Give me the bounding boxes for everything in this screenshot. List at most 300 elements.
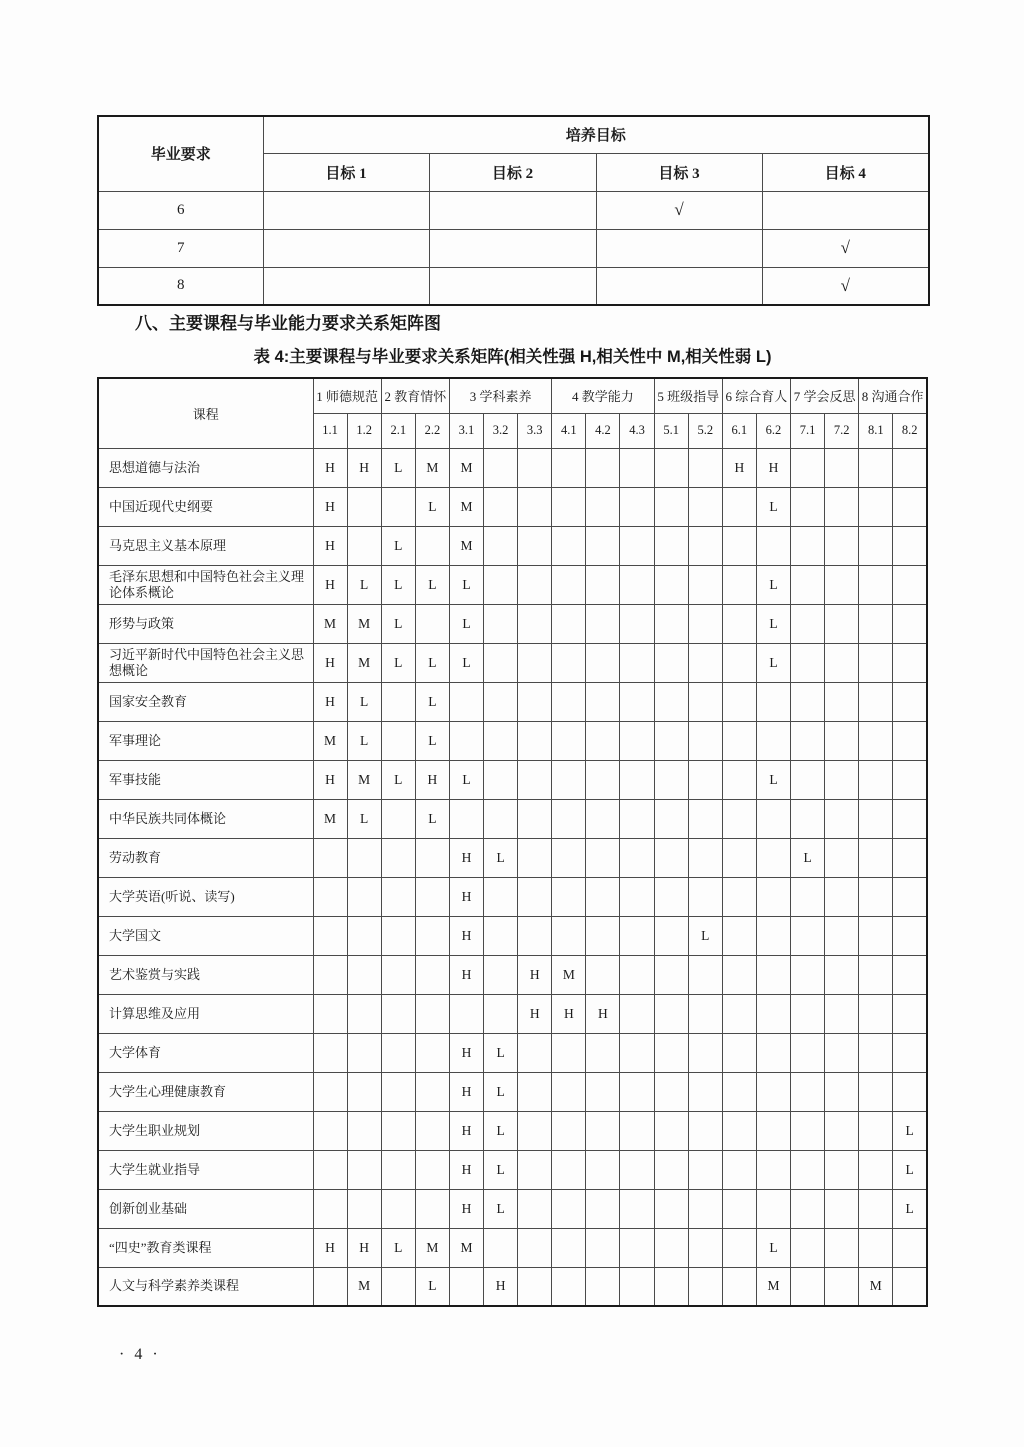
empty-cell [484,760,518,799]
empty-cell [263,229,429,267]
empty-cell [620,1111,654,1150]
empty-cell [552,448,586,487]
empty-cell [791,1267,825,1306]
correlation-cell: L [415,565,449,604]
matrix-course-row [98,448,927,487]
empty-cell [825,760,859,799]
empty-cell [791,799,825,838]
empty-cell [586,1228,620,1267]
empty-cell [518,604,552,643]
empty-cell [518,487,552,526]
empty-cell [722,838,756,877]
correlation-cell: L [484,1189,518,1228]
empty-cell [313,1072,347,1111]
empty-cell [859,604,893,643]
empty-cell [893,916,927,955]
check-mark-cell: √ [596,191,762,229]
objectives-group-header: 培养目标 [263,116,929,153]
empty-cell [762,191,929,229]
correlation-cell: L [347,799,381,838]
empty-cell [415,1072,449,1111]
empty-cell [313,877,347,916]
matrix-group-header-row [98,378,927,413]
matrix-course-row [98,1228,927,1267]
empty-cell [893,487,927,526]
empty-cell [654,643,688,682]
correlation-cell: L [756,1228,790,1267]
empty-cell [722,1228,756,1267]
empty-cell [381,1072,415,1111]
empty-cell [552,1072,586,1111]
empty-cell [586,916,620,955]
correlation-cell: L [381,448,415,487]
matrix-course-row [98,604,927,643]
empty-cell [688,1228,722,1267]
empty-cell [654,1111,688,1150]
objective-column-header: 目标 4 [762,153,929,191]
empty-cell [893,526,927,565]
empty-cell [654,487,688,526]
course-name: 人文与科学素养类课程 [98,1267,313,1306]
empty-cell [586,565,620,604]
correlation-cell: L [347,682,381,721]
correlation-cell: L [381,760,415,799]
empty-cell [654,448,688,487]
empty-cell [791,721,825,760]
empty-cell [893,838,927,877]
empty-cell [620,955,654,994]
empty-cell [654,682,688,721]
empty-cell [859,1111,893,1150]
empty-cell [484,682,518,721]
empty-cell [518,1111,552,1150]
empty-cell [381,1033,415,1072]
empty-cell [756,1150,790,1189]
empty-cell [654,799,688,838]
correlation-cell: H [449,877,483,916]
empty-cell [825,604,859,643]
correlation-cell: H [313,448,347,487]
empty-cell [825,838,859,877]
empty-cell [825,1267,859,1306]
empty-cell [313,1189,347,1228]
empty-cell [825,1228,859,1267]
empty-cell [654,565,688,604]
empty-cell [825,721,859,760]
empty-cell [791,1189,825,1228]
matrix-subcolumn-header: 1.1 [313,413,347,448]
course-name: 马克思主义基本原理 [98,526,313,565]
empty-cell [552,487,586,526]
objectives-corner-label: 毕业要求 [98,116,263,191]
correlation-cell: L [893,1111,927,1150]
empty-cell [596,229,762,267]
empty-cell [586,838,620,877]
correlation-cell: M [313,604,347,643]
empty-cell [756,994,790,1033]
matrix-course-row [98,487,927,526]
empty-cell [825,1189,859,1228]
empty-cell [381,877,415,916]
empty-cell [620,1072,654,1111]
empty-cell [552,643,586,682]
empty-cell [552,760,586,799]
correlation-cell: L [415,1267,449,1306]
empty-cell [586,448,620,487]
matrix-subcolumn-header: 7.1 [791,413,825,448]
course-name: 毛泽东思想和中国特色社会主义理论体系概论 [98,565,313,604]
objectives-header-row-1 [98,116,929,153]
empty-cell [825,1111,859,1150]
empty-cell [381,799,415,838]
empty-cell [415,1033,449,1072]
correlation-cell: L [756,643,790,682]
empty-cell [688,682,722,721]
empty-cell [552,604,586,643]
matrix-subcolumn-header: 8.2 [893,413,927,448]
empty-cell [825,916,859,955]
empty-cell [263,191,429,229]
course-name: “四史”教育类课程 [98,1228,313,1267]
empty-cell [381,838,415,877]
empty-cell [381,994,415,1033]
empty-cell [791,604,825,643]
empty-cell [484,877,518,916]
empty-cell [722,1072,756,1111]
empty-cell [620,526,654,565]
empty-cell [484,604,518,643]
empty-cell [893,877,927,916]
empty-cell [381,1150,415,1189]
correlation-cell: L [791,838,825,877]
correlation-cell: H [313,1228,347,1267]
empty-cell [859,565,893,604]
empty-cell [484,994,518,1033]
correlation-cell: L [893,1189,927,1228]
empty-cell [518,526,552,565]
empty-cell [552,682,586,721]
correlation-cell: H [313,565,347,604]
empty-cell [586,1150,620,1189]
correlation-cell: H [313,526,347,565]
empty-cell [313,1150,347,1189]
empty-cell [756,526,790,565]
empty-cell [893,1228,927,1267]
matrix-subcolumn-header: 3.2 [484,413,518,448]
empty-cell [688,838,722,877]
empty-cell [552,565,586,604]
course-name: 创新创业基础 [98,1189,313,1228]
empty-cell [347,955,381,994]
matrix-subcolumn-header: 3.1 [449,413,483,448]
matrix-subcolumn-header: 5.1 [654,413,688,448]
correlation-cell: H [347,1228,381,1267]
matrix-subcolumn-header: 2.2 [415,413,449,448]
empty-cell [722,487,756,526]
correlation-cell: H [722,448,756,487]
empty-cell [859,721,893,760]
empty-cell [722,526,756,565]
check-mark-cell: √ [762,267,929,305]
empty-cell [791,877,825,916]
empty-cell [791,760,825,799]
course-name: 中国近现代史纲要 [98,487,313,526]
matrix-subcolumn-header: 8.1 [859,413,893,448]
page-number: · 4 · [119,1346,161,1363]
empty-cell [518,721,552,760]
matrix-group-header: 2 教育情怀 [381,378,449,413]
empty-cell [859,682,893,721]
empty-cell [347,1111,381,1150]
empty-cell [518,916,552,955]
correlation-cell: H [449,838,483,877]
empty-cell [552,1267,586,1306]
empty-cell [347,1072,381,1111]
empty-cell [756,682,790,721]
correlation-cell: L [484,1033,518,1072]
correlation-cell: H [313,643,347,682]
empty-cell [688,448,722,487]
empty-cell [756,916,790,955]
empty-cell [620,916,654,955]
empty-cell [586,877,620,916]
empty-cell [893,565,927,604]
correlation-cell: L [484,1072,518,1111]
empty-cell [722,799,756,838]
empty-cell [722,1150,756,1189]
correlation-cell: M [347,604,381,643]
empty-cell [415,1150,449,1189]
matrix-group-header: 8 沟通合作 [859,378,927,413]
empty-cell [722,877,756,916]
empty-cell [347,1150,381,1189]
empty-cell [484,799,518,838]
empty-cell [586,760,620,799]
empty-cell [415,955,449,994]
objectives-data-row [98,267,929,305]
empty-cell [688,604,722,643]
empty-cell [586,1033,620,1072]
empty-cell [722,760,756,799]
empty-cell [893,994,927,1033]
empty-cell [484,955,518,994]
matrix-subcolumn-header: 3.3 [518,413,552,448]
empty-cell [620,1189,654,1228]
matrix-subcolumn-header: 4.2 [586,413,620,448]
empty-cell [654,1267,688,1306]
empty-cell [654,1072,688,1111]
empty-cell [586,1072,620,1111]
empty-cell [893,1033,927,1072]
empty-cell [429,191,596,229]
empty-cell [688,1189,722,1228]
empty-cell [381,1267,415,1306]
empty-cell [688,1072,722,1111]
matrix-course-row [98,526,927,565]
empty-cell [347,838,381,877]
empty-cell [859,994,893,1033]
correlation-cell: L [415,487,449,526]
correlation-cell: L [688,916,722,955]
empty-cell [518,1150,552,1189]
empty-cell [381,487,415,526]
empty-cell [791,1033,825,1072]
correlation-cell: M [347,643,381,682]
empty-cell [722,1189,756,1228]
empty-cell [825,1072,859,1111]
empty-cell [654,760,688,799]
course-name: 大学英语(听说、读写) [98,877,313,916]
empty-cell [552,916,586,955]
empty-cell [859,1228,893,1267]
empty-cell [415,1111,449,1150]
check-mark-cell: √ [762,229,929,267]
requirement-number: 7 [98,229,263,267]
empty-cell [654,721,688,760]
empty-cell [825,643,859,682]
empty-cell [484,721,518,760]
empty-cell [518,643,552,682]
empty-cell [586,1111,620,1150]
matrix-course-row [98,1072,927,1111]
empty-cell [825,1150,859,1189]
empty-cell [552,721,586,760]
empty-cell [893,1072,927,1111]
correlation-cell: H [518,994,552,1033]
empty-cell [586,1189,620,1228]
empty-cell [825,565,859,604]
empty-cell [586,487,620,526]
empty-cell [552,1228,586,1267]
empty-cell [552,1111,586,1150]
correlation-cell: H [756,448,790,487]
empty-cell [688,760,722,799]
empty-cell [313,916,347,955]
empty-cell [688,1033,722,1072]
empty-cell [381,1111,415,1150]
matrix-course-row [98,643,927,682]
course-name: 艺术鉴赏与实践 [98,955,313,994]
empty-cell [654,526,688,565]
correlation-cell: L [381,526,415,565]
empty-cell [791,526,825,565]
course-requirements-matrix-table [97,377,928,1307]
empty-cell [518,682,552,721]
empty-cell [688,994,722,1033]
empty-cell [722,994,756,1033]
correlation-cell: M [415,1228,449,1267]
empty-cell [518,1033,552,1072]
empty-cell [552,877,586,916]
correlation-cell: L [381,643,415,682]
correlation-cell: M [347,1267,381,1306]
empty-cell [791,1111,825,1150]
empty-cell [859,643,893,682]
empty-cell [791,994,825,1033]
empty-cell [347,877,381,916]
empty-cell [859,448,893,487]
empty-cell [552,1189,586,1228]
empty-cell [688,877,722,916]
empty-cell [893,682,927,721]
empty-cell [381,721,415,760]
matrix-subcolumn-header: 7.2 [825,413,859,448]
matrix-course-row [98,1189,927,1228]
empty-cell [620,1150,654,1189]
correlation-cell: H [449,1150,483,1189]
empty-cell [596,267,762,305]
empty-cell [722,565,756,604]
matrix-group-header: 7 学会反思 [791,378,859,413]
empty-cell [484,448,518,487]
matrix-subcolumn-header: 5.2 [688,413,722,448]
course-name: 形势与政策 [98,604,313,643]
matrix-subcolumn-header: 2.1 [381,413,415,448]
correlation-cell: L [756,565,790,604]
empty-cell [722,643,756,682]
course-name: 大学生就业指导 [98,1150,313,1189]
correlation-cell: L [756,487,790,526]
empty-cell [381,1189,415,1228]
empty-cell [586,604,620,643]
empty-cell [859,760,893,799]
correlation-cell: M [449,526,483,565]
correlation-cell: H [313,682,347,721]
empty-cell [688,721,722,760]
correlation-cell: H [449,1072,483,1111]
correlation-cell: L [381,1228,415,1267]
graduation-requirements-objectives-table [97,115,930,306]
matrix-subcolumn-header: 6.2 [756,413,790,448]
correlation-cell: H [518,955,552,994]
empty-cell [620,799,654,838]
empty-cell [791,1228,825,1267]
correlation-cell: H [449,1111,483,1150]
empty-cell [825,955,859,994]
table4-title: 表 4:主要课程与毕业要求关系矩阵(相关性强 H,相关性中 M,相关性弱 L) [253,348,772,366]
empty-cell [586,682,620,721]
empty-cell [415,526,449,565]
empty-cell [893,721,927,760]
requirement-number: 8 [98,267,263,305]
correlation-cell: H [313,760,347,799]
empty-cell [347,487,381,526]
empty-cell [620,1267,654,1306]
matrix-course-row [98,955,927,994]
empty-cell [415,877,449,916]
empty-cell [791,448,825,487]
empty-cell [722,1267,756,1306]
empty-cell [620,487,654,526]
empty-cell [688,799,722,838]
empty-cell [722,604,756,643]
empty-cell [859,1150,893,1189]
empty-cell [449,682,483,721]
empty-cell [484,1228,518,1267]
matrix-course-row [98,1150,927,1189]
empty-cell [825,799,859,838]
empty-cell [620,682,654,721]
empty-cell [518,448,552,487]
empty-cell [859,916,893,955]
empty-cell [415,604,449,643]
empty-cell [893,799,927,838]
empty-cell [654,877,688,916]
course-name: 大学生职业规划 [98,1111,313,1150]
matrix-course-row [98,799,927,838]
course-name: 劳动教育 [98,838,313,877]
section-heading: 八、主要课程与毕业能力要求关系矩阵图 [135,314,441,333]
